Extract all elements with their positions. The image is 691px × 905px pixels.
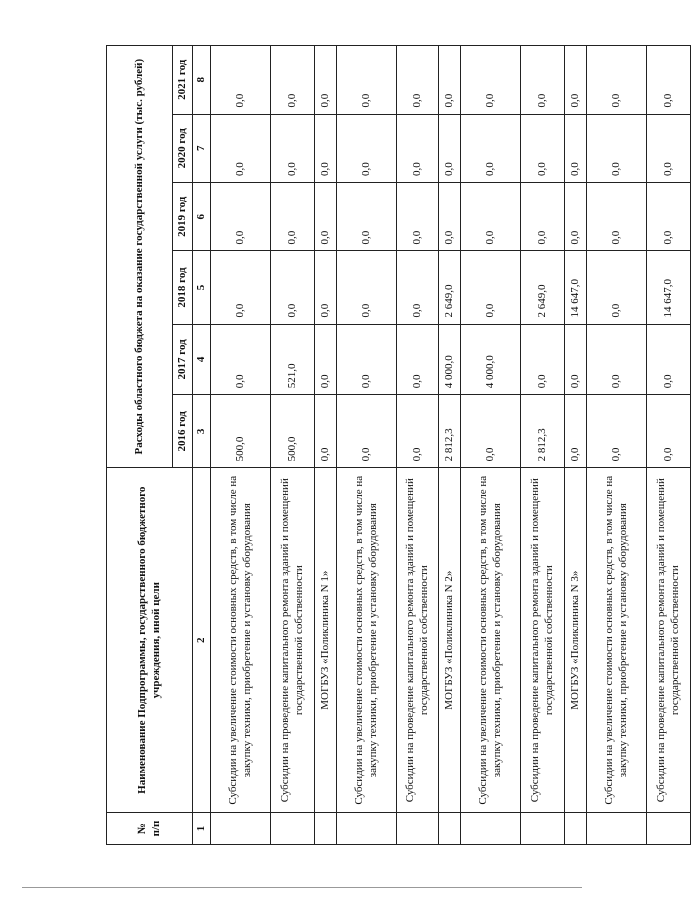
value-cell: 0,0	[315, 324, 337, 395]
row-name: МОГБУЗ «Поликлиника N 1»	[315, 468, 337, 813]
value-cell: 0,0	[271, 46, 315, 115]
value-cell: 0,0	[337, 46, 397, 115]
value-cell: 0,0	[397, 114, 439, 182]
value-cell: 0,0	[211, 114, 271, 182]
value-cell: 0,0	[565, 395, 587, 468]
row-number	[337, 813, 397, 845]
value-cell: 0,0	[397, 395, 439, 468]
header-name: Наименование Подпрограммы, государственного бюджетного учреждения, иной цели	[107, 468, 193, 813]
budget-table	[106, 45, 691, 845]
value-cell: 0,0	[647, 183, 691, 251]
row-name: Субсидии на увеличение стоимости основных средств, в том числе на закупку техники, приобретение и установку оборудования	[211, 468, 271, 813]
header-no: № п/п	[107, 813, 193, 845]
column-number: 7	[193, 114, 211, 182]
value-cell: 0,0	[439, 183, 461, 251]
value-cell: 0,0	[211, 251, 271, 324]
row-name: МОГБУЗ «Поликлиника N 2»	[439, 468, 461, 813]
value-cell: 0,0	[587, 324, 647, 395]
row-number	[565, 813, 587, 845]
row-number	[461, 813, 521, 845]
row-name: Субсидии на увеличение стоимости основных средств, в том числе на закупку техники, приобретение и установку оборудования	[587, 468, 647, 813]
value-cell: 14 647,0	[647, 251, 691, 324]
header-year: 2021 год	[173, 46, 193, 115]
column-number: 6	[193, 183, 211, 251]
header-year: 2016 год	[173, 395, 193, 468]
table-row	[337, 46, 397, 845]
value-cell: 0,0	[521, 46, 565, 115]
value-cell: 0,0	[461, 114, 521, 182]
table-row	[439, 46, 461, 845]
value-cell: 0,0	[587, 114, 647, 182]
value-cell: 0,0	[587, 46, 647, 115]
table-row	[397, 46, 439, 845]
table-row	[647, 46, 691, 845]
row-number	[587, 813, 647, 845]
column-number-row	[193, 46, 211, 845]
header-row-main	[107, 46, 173, 845]
row-name: Субсидии на проведение капитального ремонта зданий и помещений государственной собственности	[271, 468, 315, 813]
value-cell: 0,0	[337, 183, 397, 251]
table-row	[271, 46, 315, 845]
value-cell: 0,0	[271, 114, 315, 182]
value-cell: 521,0	[271, 324, 315, 395]
row-number	[521, 813, 565, 845]
value-cell: 0,0	[647, 114, 691, 182]
header-year: 2018 год	[173, 251, 193, 324]
rotated-table-container	[106, 45, 681, 845]
row-number	[271, 813, 315, 845]
value-cell: 0,0	[315, 114, 337, 182]
value-cell: 0,0	[337, 324, 397, 395]
value-cell: 0,0	[397, 46, 439, 115]
value-cell: 0,0	[565, 46, 587, 115]
column-number: 3	[193, 395, 211, 468]
value-cell: 0,0	[397, 324, 439, 395]
value-cell: 0,0	[397, 183, 439, 251]
value-cell: 0,0	[521, 324, 565, 395]
table-row	[315, 46, 337, 845]
value-cell: 0,0	[461, 395, 521, 468]
value-cell: 0,0	[211, 183, 271, 251]
row-number	[647, 813, 691, 845]
value-cell: 2 649,0	[521, 251, 565, 324]
value-cell: 0,0	[521, 114, 565, 182]
row-name: Субсидии на проведение капитального ремонта зданий и помещений государственной собственности	[521, 468, 565, 813]
row-name: Субсидии на увеличение стоимости основных средств, в том числе на закупку техники, приобретение и установку оборудования	[461, 468, 521, 813]
value-cell: 0,0	[315, 251, 337, 324]
value-cell: 0,0	[271, 183, 315, 251]
row-name: Субсидии на проведение капитального ремонта зданий и помещений государственной собственности	[647, 468, 691, 813]
value-cell: 0,0	[565, 324, 587, 395]
value-cell: 0,0	[337, 251, 397, 324]
value-cell: 0,0	[647, 324, 691, 395]
header-year: 2020 год	[173, 114, 193, 182]
table-row	[211, 46, 271, 845]
row-name: Субсидии на проведение капитального ремонта зданий и помещений государственной собственности	[397, 468, 439, 813]
value-cell: 0,0	[461, 251, 521, 324]
table-row	[587, 46, 647, 845]
column-number: 2	[193, 468, 211, 813]
value-cell: 0,0	[587, 183, 647, 251]
value-cell: 4 000,0	[461, 324, 521, 395]
value-cell: 0,0	[337, 395, 397, 468]
page-bottom-rule	[22, 887, 582, 888]
row-number	[397, 813, 439, 845]
row-number	[315, 813, 337, 845]
row-name: Субсидии на увеличение стоимости основных средств, в том числе на закупку техники, приобретение и установку оборудования	[337, 468, 397, 813]
value-cell: 0,0	[337, 114, 397, 182]
value-cell: 2 812,3	[439, 395, 461, 468]
value-cell: 500,0	[271, 395, 315, 468]
value-cell: 0,0	[315, 46, 337, 115]
table-row	[565, 46, 587, 845]
value-cell: 4 000,0	[439, 324, 461, 395]
value-cell: 0,0	[587, 251, 647, 324]
table-row	[521, 46, 565, 845]
header-year: 2017 год	[173, 324, 193, 395]
column-number: 5	[193, 251, 211, 324]
value-cell: 0,0	[439, 46, 461, 115]
row-name: МОГБУЗ «Поликлиника N 3»	[565, 468, 587, 813]
value-cell: 0,0	[211, 46, 271, 115]
value-cell: 0,0	[461, 46, 521, 115]
value-cell: 0,0	[271, 251, 315, 324]
column-number: 8	[193, 46, 211, 115]
value-cell: 0,0	[397, 251, 439, 324]
value-cell: 0,0	[647, 46, 691, 115]
value-cell: 0,0	[461, 183, 521, 251]
column-number: 4	[193, 324, 211, 395]
value-cell: 2 649,0	[439, 251, 461, 324]
value-cell: 2 812,3	[521, 395, 565, 468]
value-cell: 0,0	[439, 114, 461, 182]
column-number: 1	[193, 813, 211, 845]
table-row	[461, 46, 521, 845]
value-cell: 0,0	[565, 183, 587, 251]
value-cell: 500,0	[211, 395, 271, 468]
row-number	[211, 813, 271, 845]
value-cell: 0,0	[315, 183, 337, 251]
value-cell: 14 647,0	[565, 251, 587, 324]
value-cell: 0,0	[315, 395, 337, 468]
header-year: 2019 год	[173, 183, 193, 251]
value-cell: 0,0	[521, 183, 565, 251]
value-cell: 0,0	[587, 395, 647, 468]
header-expenses: Расходы областного бюджета на оказание государственной услуги (тыс. рублей)	[107, 46, 173, 468]
value-cell: 0,0	[647, 395, 691, 468]
value-cell: 0,0	[565, 114, 587, 182]
row-number	[439, 813, 461, 845]
value-cell: 0,0	[211, 324, 271, 395]
